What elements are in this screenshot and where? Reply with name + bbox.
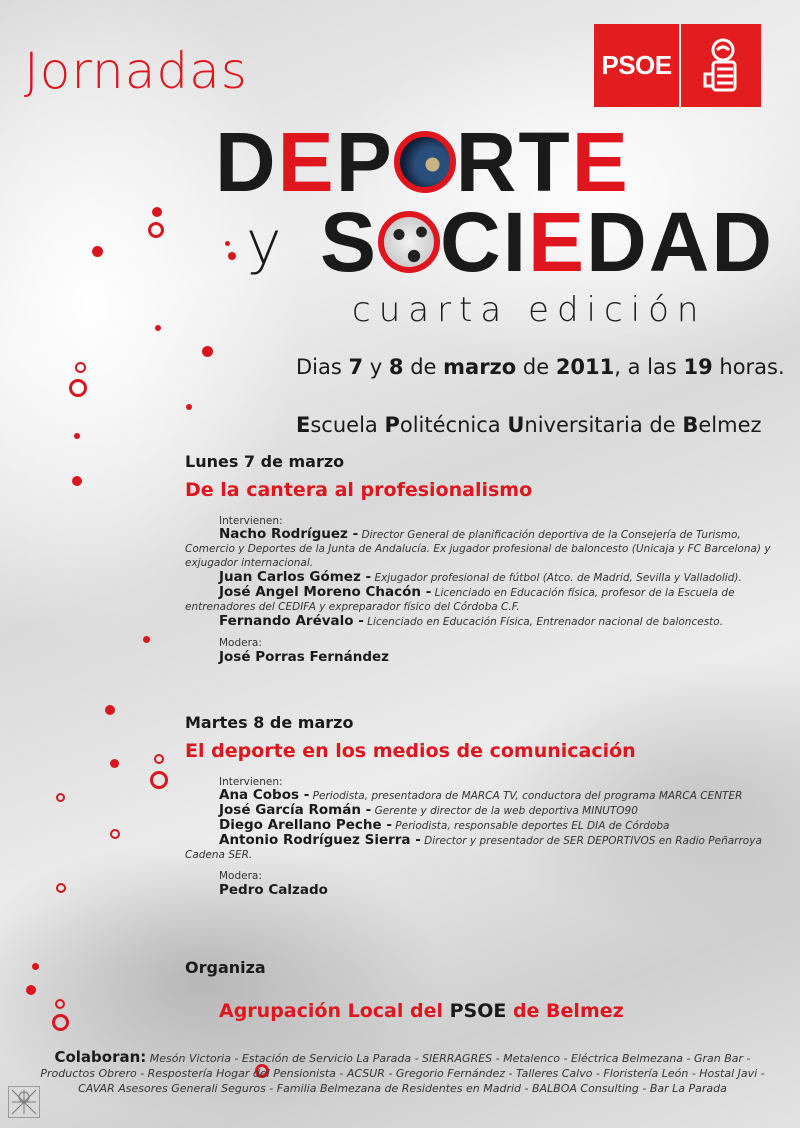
day1-moderator-label: Modera:: [219, 637, 262, 649]
speaker-item: José García Román - Gerente y director de la web deportiva MINUTO90: [219, 802, 638, 818]
title-sociedad: S CIEDAD: [320, 195, 775, 289]
collaborators-label: Colaboran:: [54, 1048, 147, 1066]
title-deporte: DEP RTE: [215, 115, 630, 209]
day2-section: [185, 713, 775, 898]
speaker-item: Diego Arellano Peche - Periodista, responsable deportes EL DIA de Córdoba: [219, 817, 670, 833]
day1-section: [185, 452, 775, 665]
event-venue: Escuela Politécnica Universitaria de Belmez: [296, 413, 762, 437]
designer-signature-icon: [8, 1086, 40, 1118]
day1-date: Lunes 7 de marzo: [185, 452, 345, 471]
speaker-item: Ana Cobos - Periodista, presentadora de MARCA TV, conductora del programa MARCA CENTER: [219, 787, 743, 803]
speaker-item: José Angel Moreno Chacón - Licenciado en Educación física, profesor de la Escuela de entrenadores del CEDIFA y expreparador físico del Córdoba C.F.: [185, 584, 735, 613]
day1-topic: De la cantera al profesionalismo: [185, 479, 533, 501]
day2-speakers-label: Intervienen:: [219, 776, 283, 788]
psoe-logo: [594, 24, 761, 107]
day1-speakers-label: Intervienen:: [219, 515, 283, 527]
speaker-item: Juan Carlos Gómez - Exjugador profesional de fútbol (Atco. de Madrid, Sevilla y Valladolid).: [219, 569, 742, 585]
jornadas-heading: Jornadas: [24, 42, 248, 100]
connector-y: y: [246, 208, 282, 278]
day1-moderator: José Porras Fernández: [219, 649, 390, 665]
globe-icon: [394, 131, 456, 193]
day2-topic: El deporte en los medios de comunicación: [185, 740, 636, 762]
day2-moderator: Pedro Calzado: [219, 882, 328, 898]
speaker-item: Fernando Arévalo - Licenciado en Educación Física, Entrenador nacional de baloncesto.: [219, 613, 724, 629]
subtitle-edition: cuarta edición: [352, 290, 707, 330]
logo-text: PSOE: [601, 50, 672, 80]
collaborators-list: Mesón Victoria - Estación de Servicio La Parada - SIERRAGRES - Metalenco - Eléctrica Belmezana - Gran Bar - Productos Obrero - Respostería Hogar del Pensionista - ACSUR - Gregorio Fernández - Talleres Calvo - Floristería León - Hostal Javi - CAVAR Asesores Generali Seguros - Familia Belmezana de Residentes en Madrid - BALBOA Consulting - Bar La Parada: [40, 1052, 765, 1095]
organizer-name: Agrupación Local del PSOE de Belmez: [219, 1000, 624, 1022]
event-dates: Dias 7 y 8 de marzo de 2011, a las 19 horas.: [296, 355, 785, 379]
speaker-item: Antonio Rodríguez Sierra - Director y presentador de SER DEPORTIVOS en Radio Peñarroya Cadena SER.: [185, 832, 762, 861]
day2-date: Martes 8 de marzo: [185, 713, 354, 732]
speaker-item: Nacho Rodríguez - Director General de planificación deportiva de la Consejería de Turismo, Comercio y Deportes de la Junta de Andalucía. Ex jugador profesional de baloncesto (Unicaja y FC Barcelona) y exjugador internacional.: [185, 526, 771, 569]
collaborators: [30, 1050, 775, 1096]
fist-rose-icon: [681, 24, 761, 107]
soccer-ball-icon: [378, 211, 440, 273]
day2-moderator-label: Modera:: [219, 870, 262, 882]
organizer-label: Organiza: [185, 958, 266, 977]
